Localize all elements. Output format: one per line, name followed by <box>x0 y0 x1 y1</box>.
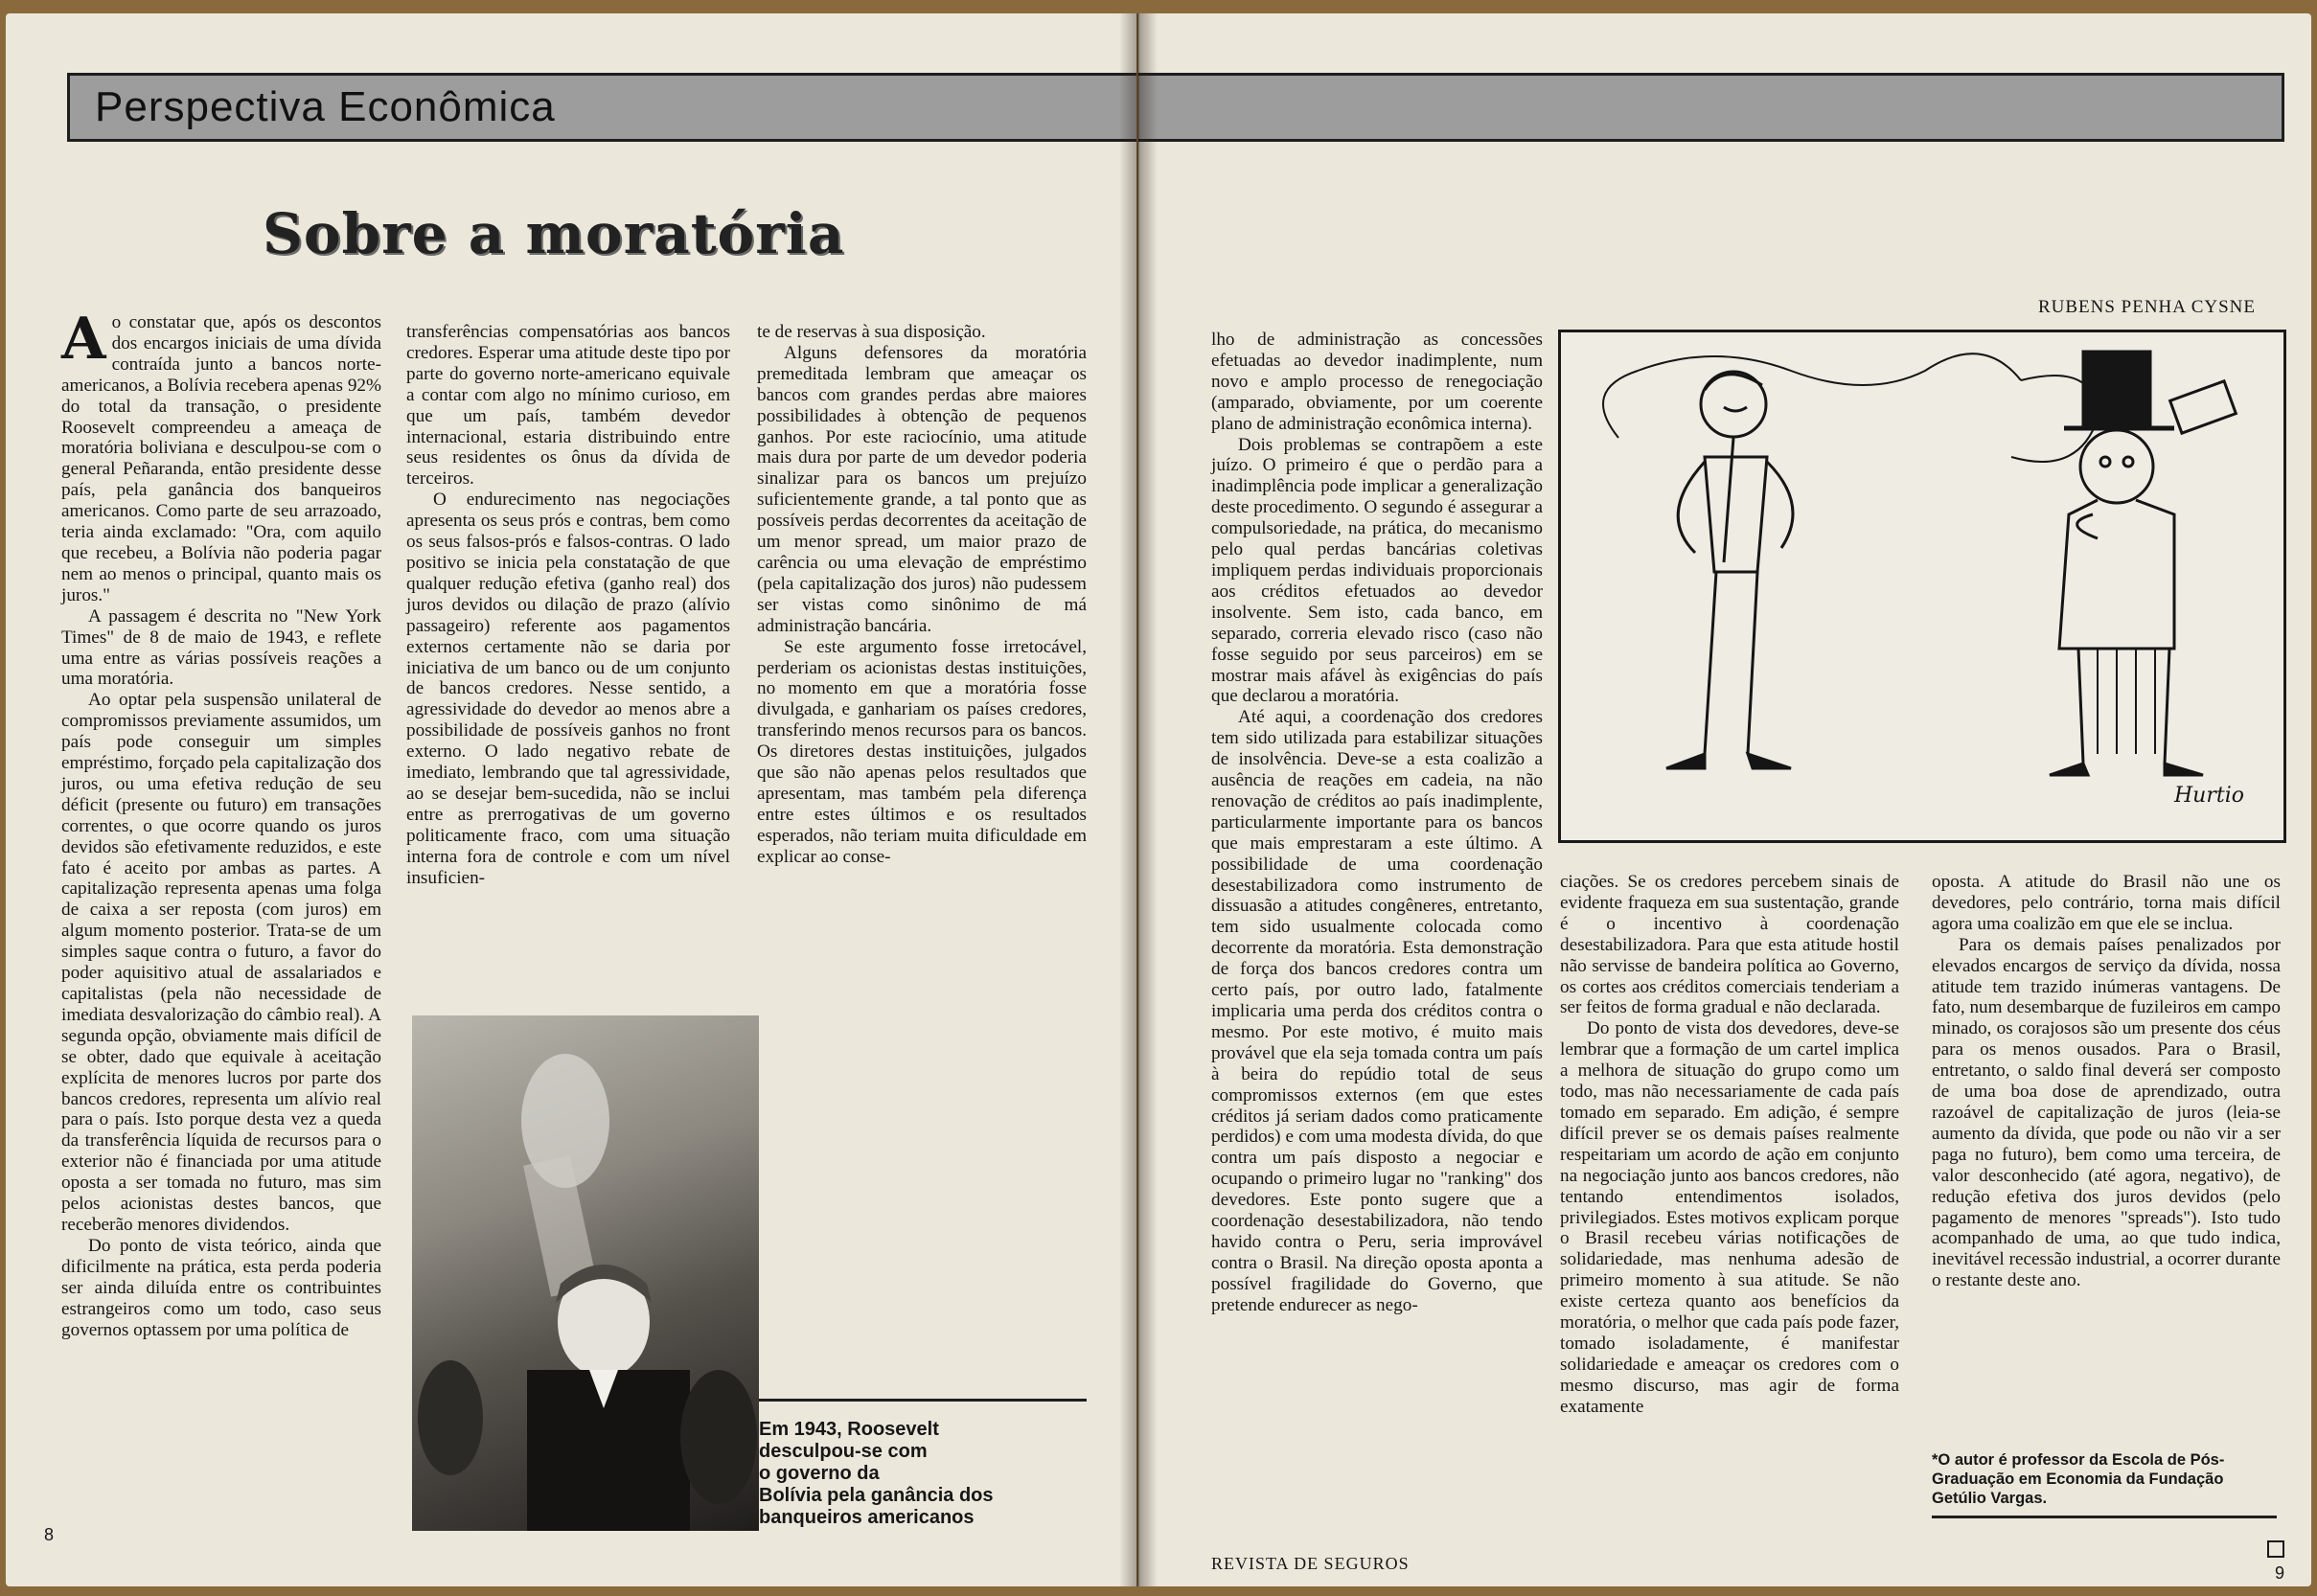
author-footnote: *O autor é professor da Escola de Pós-Graduação em Economia da Fundação Getúlio Vargas. <box>1932 1450 2277 1518</box>
paragraph: Para os demais países penalizados por elevados encargos de serviço da dívida, nossa atitude tem trazido inúmeras vantagens. De fato, num desembarque de fuzileiros em campo minado, os corajosos são um presente dos céus para os menos ousados. Para o Brasil, entretanto, o saldo final deverá ser composto de uma boa dose de aprendizado, outra razoável de capitalização de juros (leia-se aumento da dívida, que pode ou não vir a ser paga no futuro), bem como uma terceira, de valor desconhecido (até agora, negativo), de redução efetiva dos juros devidos (pelo pagamento de menores "spreads"). Isto tudo acompanhado de uma, ao que tudo indica, inevitável recessão industrial, a ocorrer durante o restante deste ano. <box>1932 934 2281 1291</box>
caption-line: Em 1943, Roosevelt <box>759 1419 939 1440</box>
right-column-1 <box>1211 330 1543 1546</box>
paragraph: transferências compensatórias aos bancos credores. Esperar uma atitude deste tipo por parte do governo norte-americano equivale a contar com algo no mínimo curioso, em que um país, também devedor internacional, estaria distribuindo entre seus residentes os ônus da dívida de terceiros. <box>406 322 730 490</box>
caption-line: desculpou-se com <box>759 1441 928 1462</box>
cartoon-signature: Hurtio <box>2174 784 2244 808</box>
paragraph: ciações. Se os credores percebem sinais de evidente fraqueza em sua sustentação, grande é o incentivo à coordenação desestabilizadora. Para que esta atitude hostil não servisse de bandeira política ao Governo, os cortes aos créditos comerciais tenderiam a ser feitos de forma gradual e não declarada. <box>1560 872 1899 1018</box>
paragraph: te de reservas à sua disposição. <box>757 322 986 342</box>
caption-line: banqueiros americanos <box>759 1507 975 1528</box>
headline: Sobre a moratória <box>263 201 845 266</box>
right-column-2 <box>1560 872 1899 1552</box>
paragraph: Até aqui, a coordenação dos credores tem sido utilizada para estabilizar situações de insolvência. Deve-se a esta coalizão a ausência de reações em cadeia, na não renovação de créditos ao país inadimplente, particularmente importante para os bancos que mais emprestaram a este último. A possibilidade de uma coordenação desestabilizadora como instrumento de dissuasão a atitudes congêneres, entretanto, tem sido usualmente colocada como decorrente da moratória. Esta demonstração de força dos bancos credores contra um certo país, por outro lado, fatalmente implicaria uma perda dos créditos contra o mesmo. Por este motivo, é muito mais provável que ela seja tomada contra um país à beira do repúdio total de seus compromissos externos (em que estes créditos já seriam dados como praticamente perdidos) e com uma modesta dívida, do que contra um país disposto a negociar e ocupando o primeiro lugar no "ranking" dos devedores. Este ponto sugere que a coordenação desestabilizadora, não tendo havido contra o Peru, seria improvável contra o Brasil. Na direção oposta aponta a possível fragilidade do Governo, que pretende endurecer as nego- <box>1211 707 1543 1315</box>
paragraph: Alguns defensores da moratória premeditada lembram que ameaçar os bancos com grandes perdas abre maiores possibilidades à obtenção de pequenos ganhos. Por este raciocínio, uma atitude mais dura por parte de um devedor poderia sinalizar para os bancos um prejuízo suficientemente grande, a tal ponto que as possíveis perdas decorrentes da aceitação de um menor spread, um maior prazo de carência ou uma elevação de empréstimo (pela capitalização dos juros) não pudessem ser vistas como sinônimo de má administração bancária. <box>757 342 1087 636</box>
paragraph: O endurecimento nas negociações apresenta os seus prós e contras, bem como os seus falsos-prós e falsos-contras. O lado positivo se inicia pela constatação de que qualquer redução efetiva (ganho real) dos juros devidos ou dilação de prazo (alívio passageiro) referente aos pagamentos externos certamente não se daria por iniciativa de um banco ou de um conjunto de bancos credores. Nesse sentido, a agressividade do devedor ao menos abre a possibilidade de possíveis ganhos no front externo. O lado negativo rebate de imediato, lembrando que tal agressividade, ao se desejar bem-sucedida, não se inclui entre as prerrogativas de um governo politicamente fraco, com uma situação interna fora de controle e com um nível insuficien- <box>406 490 730 888</box>
paragraph: A passagem é descrita no "New York Times" de 8 de maio de 1943, e reflete uma entre as várias possíveis reações a uma moratória. <box>61 605 381 690</box>
author-byline: RUBENS PENHA CYSNE <box>2037 297 2256 317</box>
section-band-right <box>1138 73 2284 142</box>
section-title: Perspectiva Econômica <box>95 83 556 130</box>
paragraph: oposta. A atitude do Brasil não une os devedores, pelo contrário, torna mais difícil agora uma coalizão em que ele se inclua. <box>1932 872 2281 934</box>
caption-line: o governo da <box>759 1463 880 1484</box>
left-column-2 <box>406 322 730 992</box>
cartoon-illustration <box>1558 330 2286 843</box>
page-number-left: 8 <box>44 1525 55 1544</box>
paragraph: lho de administração as concessões efetuadas ao devedor inadimplente, num novo e amplo processo de renegociação (amparado, obviamente, por um coerente plano de administração econômica interna). <box>1211 330 1543 434</box>
roosevelt-photo <box>412 1015 759 1531</box>
paragraph: Se este argumento fosse irretocável, perderiam os acionistas destas instituições, no momento em que a moratória fosse divulgada, e ganhariam os países credores, transferindo menos recursos para os bancos. Os diretores destas instituições, julgados que são não apenas pelos resultados que apresentam, mas também pela diferença entre estes últimos e os resultados esperados, não teriam muita dificuldade em explicar ao conse- <box>757 636 1087 867</box>
paragraph: Dois problemas se contrapõem a este juízo. O primeiro é que o perdão para a inadimplência pode implicar a generalização deste procedimento. O segundo é assegurar a compulsoriedade, na prática, do mecanismo pelo qual perdas bancárias coletivas impliquem perdas individuais proporcionais aos créditos efetuados ao devedor insolvente. Sem isto, cada banco, em separado, correria elevado risco (caso não fosse seguido por seus parceiros) em se mostrar mais afável às exigências do país que declarou a moratória. <box>1211 434 1543 707</box>
left-column-1 <box>61 306 381 1573</box>
paragraph: Do ponto de vista teórico, ainda que dificilmente na prática, esta perda poderia ser ainda diluída entre os contribuintes estrangeiros como um todo, caso seus governos optassem por uma política de <box>61 1235 381 1340</box>
end-mark-icon <box>2267 1540 2284 1558</box>
right-page <box>1138 13 2311 1586</box>
photo-caption <box>759 1399 1087 1549</box>
section-band <box>67 73 1136 142</box>
drop-cap: A <box>61 306 106 373</box>
left-column-3 <box>757 322 1087 1385</box>
paragraph: Do ponto de vista dos devedores, deve-se lembrar que a formação de um cartel implica a melhora de situação do grupo como um todo, mas não necessariamente de cada país tomado em separado. Em adição, é sempre difícil prever se os demais países realmente respeitariam um acordo de ação em conjunto na negociação junto aos bancos credores, não tentando entendimentos isolados, privilegiados. Estes motivos explicam porque o Brasil recebeu várias notificações de solidariedade, mas nenhuma adesão de primeiro momento à sua atitude. Se não existe certeza quanto aos benefícios da moratória, o melhor que cada país pode fazer, tomado isoladamente, é manifestar solidariedade e ameaçar os credores com o mesmo discurso, mas agir de forma exatamente <box>1560 1018 1899 1417</box>
right-column-3 <box>1932 872 2281 1447</box>
page-number-right: 9 <box>2274 1563 2284 1583</box>
left-page <box>6 13 1136 1586</box>
journal-name: REVISTA DE SEGUROS <box>1211 1554 1410 1573</box>
paragraph: o constatar que, após os descontos dos encargos iniciais de uma dívida contraída junto a bancos norte-americanos, a Bolívia recebera apenas 92% do total da transação, o presidente Roosevelt compreendeu a ameaça de moratória boliviana e desculpou-se com o general Peñaranda, então presidente desse país, pela ganância dos banqueiros americanos. Como parte de seu arrazoado, teria ainda exclamado: "Ora, com aquilo que recebeu, a Bolívia não poderia pagar nem ao menos o principal, quanto mais os juros." <box>61 312 381 605</box>
cartoon-drawing <box>1561 332 2283 840</box>
photo-illustration <box>412 1015 759 1531</box>
caption-line: Bolívia pela ganância dos <box>759 1485 994 1506</box>
paragraph: Ao optar pela suspensão unilateral de compromissos previamente assumidos, um país pode conseguir um simples empréstimo, forçado pela capitalização dos juros, ou uma efetiva redução de seu déficit (presente ou futuro) em transações correntes, o que ocorre quando os juros devidos são efetivamente reduzidos, e este fato é aceito por ambas as partes. A capitalização representa apenas uma folga de caixa a ser reposta (com juros) em algum momento posterior. Trata-se de um simples saque contra o futuro, a favor do poder aquisitivo atual de assalariados e capitalistas (pela não necessidade de imediata desvalorização do câmbio real). A segunda opção, obviamente mais difícil de se obter, dado que equivale à aceitação explícita de menores lucros por parte dos bancos credores, representa um alívio real para o país. Isto porque desta vez a queda da transferência líquida de recursos para o exterior não é financiada por uma atitude oposta a ser tomada no futuro, mas sim pelos acionistas destes bancos, que receberão menores dividendos. <box>61 690 381 1235</box>
